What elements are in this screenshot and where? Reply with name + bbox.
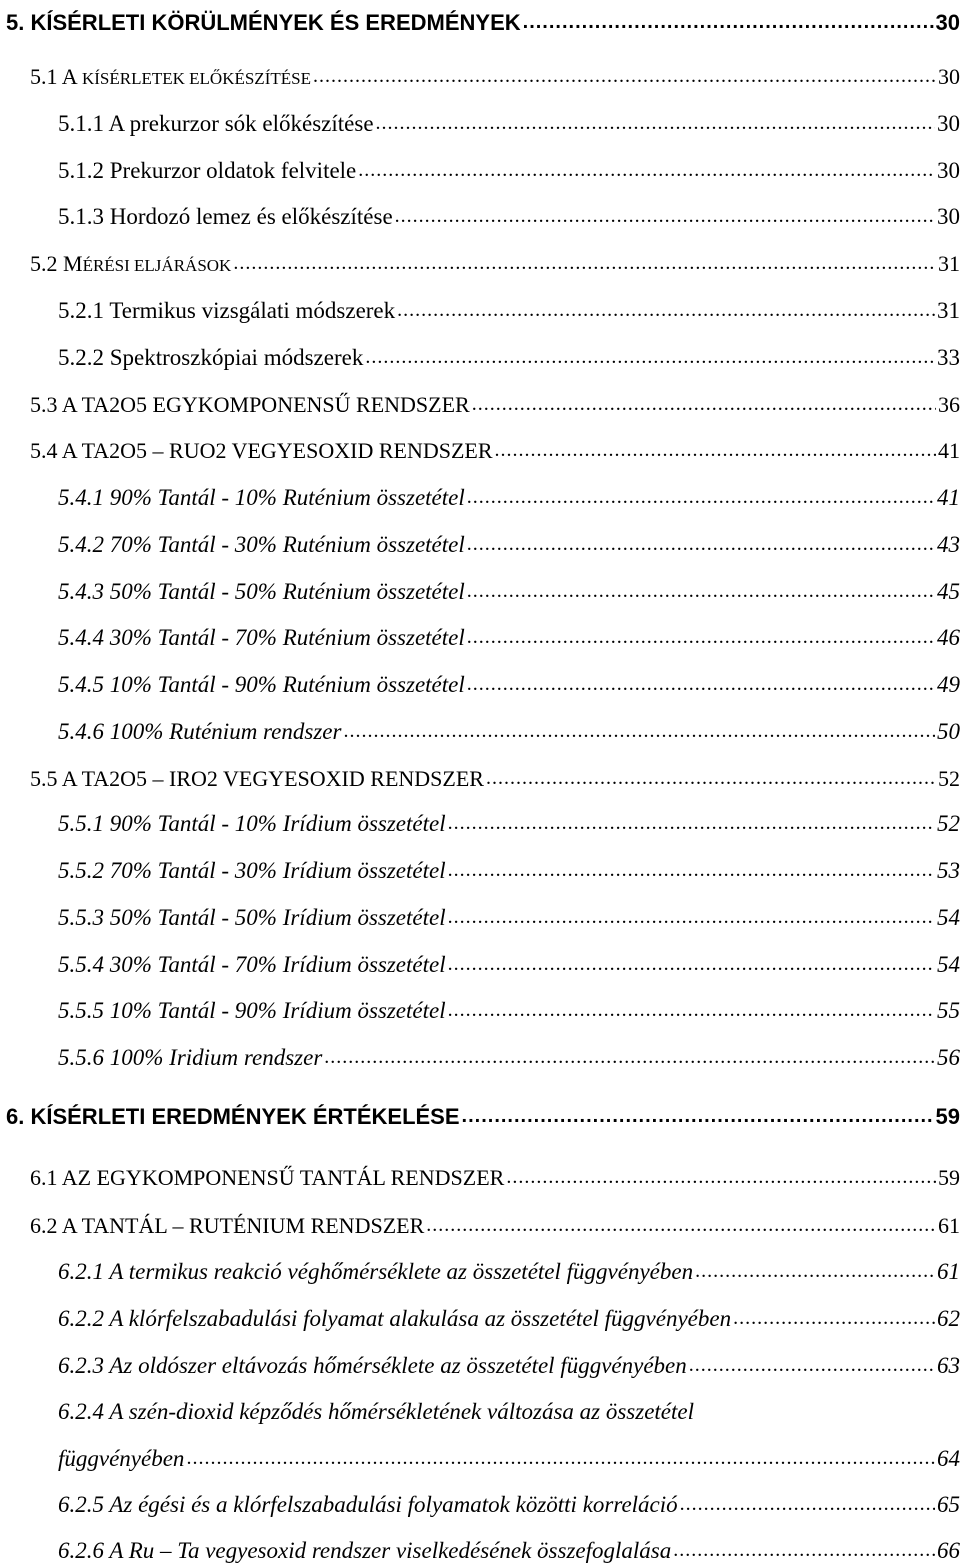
toc-entry-title: 5.5.5 10% Tantál - 90% Irídium összetétel [58,998,446,1023]
toc-entry[interactable] [58,477,960,511]
toc-entry[interactable] [6,2,960,36]
toc-entry-title: 5.1 A KÍSÉRLETEK ELŐKÉSZÍTÉSE [30,64,311,89]
toc-entry[interactable] [30,1157,960,1191]
toc-entry-page: 59 [935,1104,960,1129]
toc-entry-title: 5.4.4 30% Tantál - 70% Ruténium összetétel [58,625,465,650]
toc-entry-page: 49 [937,672,960,697]
toc-entry-title: 5.1.3 Hordozó lemez és előkészítése [58,204,393,229]
toc-entry[interactable] [58,1345,960,1379]
toc-entry[interactable] [58,850,960,884]
toc-entry-page: 30 [938,64,960,89]
toc-entry[interactable] [58,1484,960,1518]
toc-entry-page: 31 [938,251,960,276]
toc-entry-page: 41 [938,438,960,463]
toc-entry-title: 5.2 MÉRÉSI ELJÁRÁSOK [30,251,232,276]
toc-entry-page: 56 [937,1045,960,1070]
toc-entry-title: 5.5.2 70% Tantál - 30% Irídium összetétel [58,858,446,883]
toc-entry[interactable] [58,1298,960,1332]
toc-entry-title: 6.2.5 Az égési és a klórfelszabadulási folyamatok közötti korreláció [58,1492,678,1517]
toc-entry-page: 52 [937,811,960,836]
toc-entry[interactable] [30,430,960,464]
toc-entry-page: 46 [937,625,960,650]
toc-entry-page: 54 [937,952,960,977]
toc-entry-page: 30 [937,158,960,183]
toc-entry[interactable] [58,897,960,931]
toc-entry-page: 61 [938,1213,960,1238]
toc-entry-title: 6.2.3 Az oldószer eltávozás hőmérséklete az összetétel függvényében [58,1353,687,1378]
toc-entry[interactable] [58,711,960,745]
toc-entry-page: 53 [937,858,960,883]
toc-entry-page: 61 [937,1259,960,1284]
toc-entry-title: 5. KÍSÉRLETI KÖRÜLMÉNYEK ÉS EREDMÉNYEK [6,10,521,35]
toc-entry[interactable] [58,617,960,651]
toc-entry[interactable] [58,103,960,137]
toc-entry-title: 6.2 A TANTÁL – RUTÉNIUM RENDSZER [30,1213,425,1238]
toc-entry-page: 45 [937,579,960,604]
toc-entry-page: 65 [937,1492,960,1517]
toc-entry[interactable] [58,150,960,184]
toc-entry-page: 33 [937,345,960,370]
toc-entry-page: 30 [937,204,960,229]
toc-entry-page: 43 [937,532,960,557]
toc-entry-title: 5.5 A TA2O5 – IRO2 VEGYESOXID RENDSZER [30,766,484,791]
toc-entry-title: 5.4.1 90% Tantál - 10% Ruténium összetétel [58,485,465,510]
toc-entry-title: 5.4.2 70% Tantál - 30% Ruténium összetétel [58,532,465,557]
toc-entry[interactable] [58,1438,960,1472]
toc-entry-page: 66 [937,1538,960,1563]
toc-entry[interactable] [6,1096,960,1130]
toc-entry[interactable] [58,944,960,978]
toc-entry-title: 5.4.3 50% Tantál - 50% Ruténium összetétel [58,579,465,604]
toc-entry[interactable] [58,1391,960,1425]
toc-entry-page: 55 [937,998,960,1023]
toc-entry[interactable] [58,196,960,230]
toc-entry-page: 62 [937,1306,960,1331]
toc-entry-title: 5.2.1 Termikus vizsgálati módszerek [58,298,396,323]
toc-entry[interactable] [30,243,960,277]
toc-entry-page: 64 [937,1446,960,1471]
toc-entry[interactable] [30,1205,960,1239]
toc-entry-title: 5.4.6 100% Ruténium rendszer [58,719,342,744]
toc-entry[interactable] [58,1251,960,1285]
toc-entry-page: 30 [935,10,960,35]
toc-entry-title: 5.5.1 90% Tantál - 10% Irídium összetétel [58,811,446,836]
toc-entry[interactable] [58,524,960,558]
toc-entry[interactable] [58,571,960,605]
toc-entry-page: 54 [937,905,960,930]
toc-entry-page: 50 [937,719,960,744]
toc-entry-page: 41 [937,485,960,510]
toc-entry-page: 63 [937,1353,960,1378]
toc-entry-title: 5.2.2 Spektroszkópiai módszerek [58,345,364,370]
toc-entry-title: 6. KÍSÉRLETI EREDMÉNYEK ÉRTÉKELÉSE [6,1104,460,1129]
toc-entry[interactable] [58,803,960,837]
toc-entry[interactable] [58,664,960,698]
toc-entry-title: 6.2.6 A Ru – Ta vegyesoxid rendszer viselkedésének összefoglalása [58,1538,672,1563]
toc-entry-title: 5.5.6 100% Iridium rendszer [58,1045,323,1070]
toc-entry-title: 6.2.4 A szén-dioxid képződés hőmérsékletének változása az összetétel [58,1399,694,1424]
toc-entry-page: 31 [937,298,960,323]
toc-entry-title: 5.4 A TA2O5 – RUO2 VEGYESOXID RENDSZER [30,438,493,463]
toc-entry-title: 5.3 A TA2O5 EGYKOMPONENSŰ RENDSZER [30,392,470,417]
toc-entry-title: 5.5.4 30% Tantál - 70% Irídium összetétel [58,952,446,977]
toc-entry[interactable] [58,290,960,324]
toc-entry-title: 5.1.1 A prekurzor sók előkészítése [58,111,374,136]
toc-entry[interactable] [30,56,960,90]
toc-entry-title: 5.5.3 50% Tantál - 50% Irídium összetétel [58,905,446,930]
toc-entry[interactable] [30,384,960,418]
toc-entry-page: 59 [938,1165,960,1190]
toc-entry-title: 6.2.1 A termikus reakció véghőmérséklete az összetétel függvényében [58,1259,694,1284]
toc-entry-page: 30 [937,111,960,136]
toc-entry[interactable] [58,990,960,1024]
toc-entry-title: 5.4.5 10% Tantál - 90% Ruténium összetétel [58,672,465,697]
toc-entry-page: 36 [938,392,960,417]
toc-entry-title: függvényében [58,1446,185,1471]
toc-entry-title: 5.1.2 Prekurzor oldatok felvitele [58,158,357,183]
toc-entry-page: 52 [938,766,960,791]
toc-entry[interactable] [58,337,960,371]
toc-entry[interactable] [58,1037,960,1071]
toc-entry-title: 6.1 AZ EGYKOMPONENSŰ TANTÁL RENDSZER [30,1165,505,1190]
toc-entry[interactable] [30,758,960,792]
toc-entry-title: 6.2.2 A klórfelszabadulási folyamat alakulása az összetétel függvényében [58,1306,732,1331]
toc-entry[interactable] [58,1530,960,1564]
